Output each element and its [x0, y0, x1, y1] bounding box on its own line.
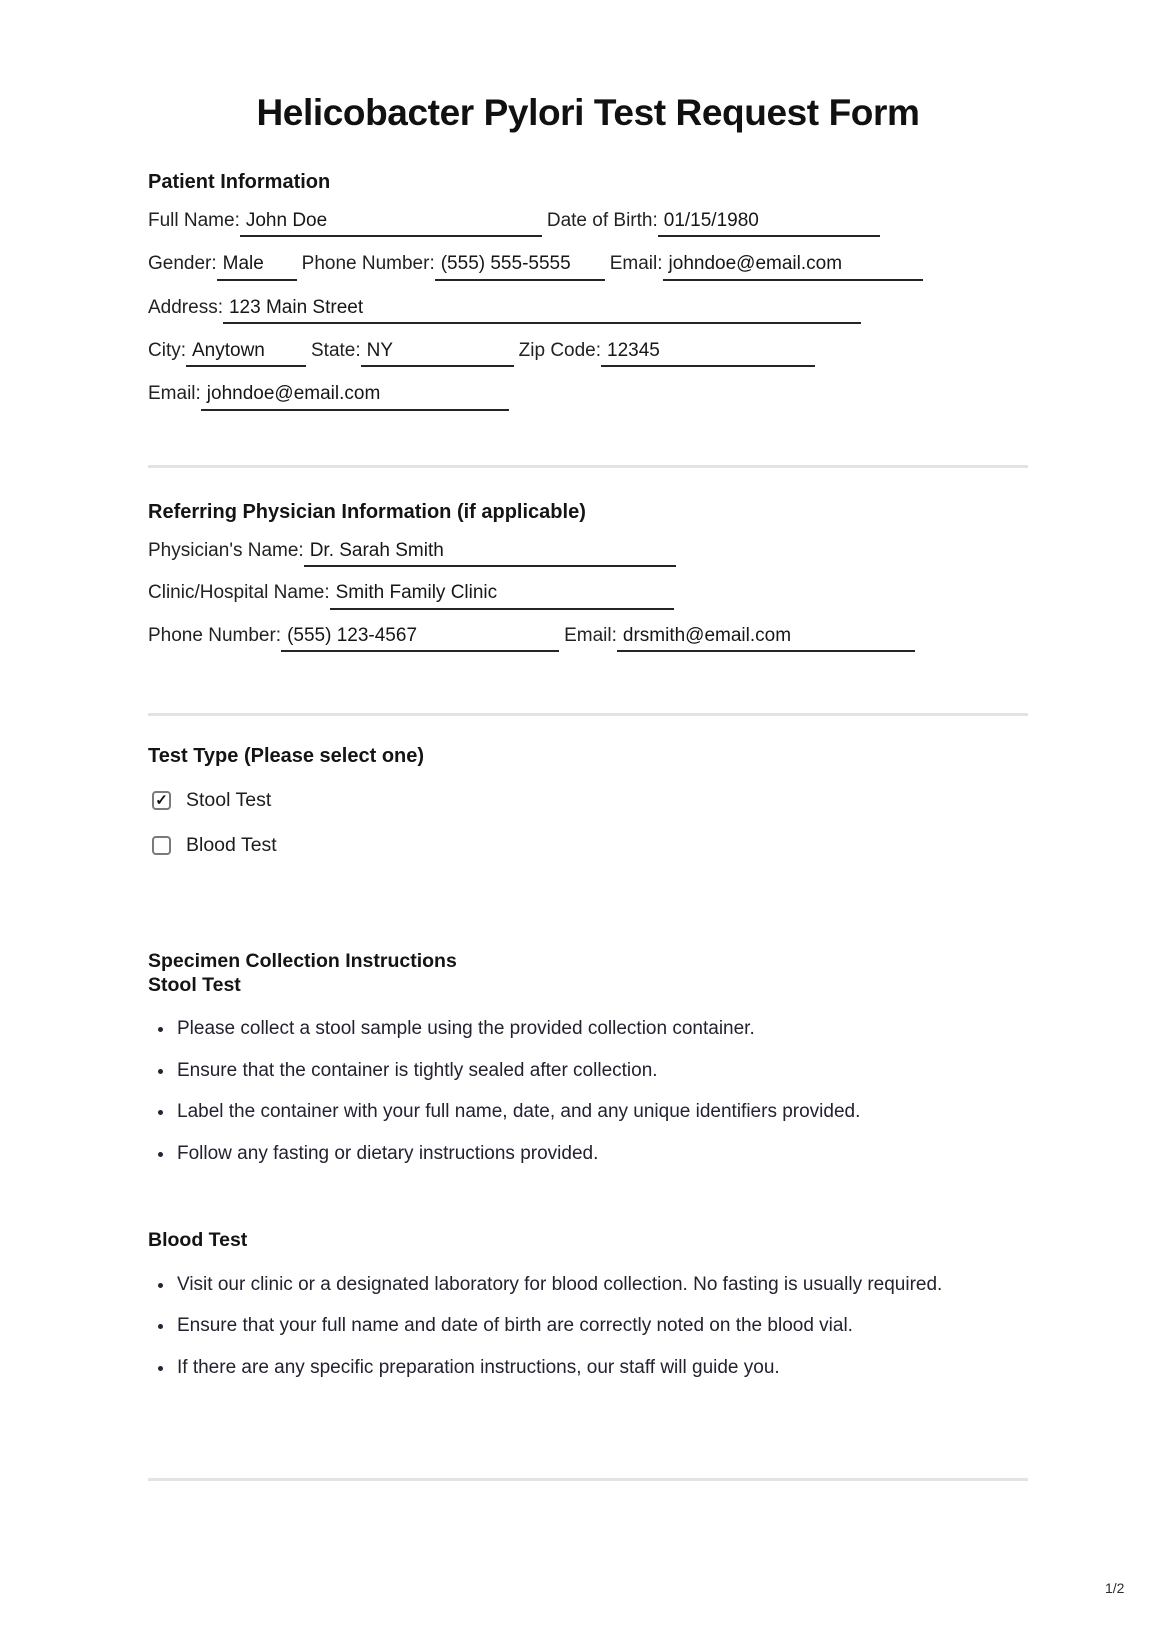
blood-instruction-text: If there are any specific preparation instructions, our staff will guide you. [177, 1357, 780, 1379]
test-option-blood [148, 834, 1028, 857]
address-label: Address: [148, 296, 223, 318]
bullet-dot [158, 1110, 163, 1115]
document-page [148, 0, 1028, 1481]
state-label: State: [311, 339, 361, 361]
physician-name-field[interactable]: Dr. Sarah Smith [304, 540, 676, 567]
full-name-label: Full Name: [148, 209, 240, 231]
gender-label: Gender: [148, 253, 217, 275]
physician-email-label: Email: [564, 624, 617, 646]
blood-test-option-label: Blood Test [186, 833, 277, 856]
stool-instruction-item [148, 1142, 1028, 1166]
patient-info-heading: Patient Information [148, 170, 331, 193]
bullet-dot [158, 1152, 163, 1157]
patient-row-3 [148, 297, 1028, 324]
blood-test-subheading: Blood Test [148, 1228, 248, 1251]
patient-row-1 [148, 210, 1028, 237]
dob-label: Date of Birth: [546, 209, 658, 231]
clinic-name-field[interactable]: Smith Family Clinic [330, 582, 674, 609]
stool-instruction-text: Label the container with your full name, date, and any unique identifiers provided. [177, 1100, 861, 1122]
checkbox-0[interactable]: ✓ [152, 791, 171, 810]
stool-instruction-item [148, 1100, 1028, 1124]
blood-instruction-text: Ensure that your full name and date of birth are correctly noted on the blood vial. [177, 1315, 853, 1337]
blood-instruction-item [148, 1356, 1028, 1380]
section-divider [148, 465, 1028, 468]
patient-row-4 [148, 340, 1028, 367]
phone-label: Phone Number: [301, 253, 435, 275]
dob-field[interactable]: 01/15/1980 [658, 210, 880, 237]
bullet-dot [158, 1027, 163, 1032]
blood-instruction-item [148, 1314, 1028, 1338]
physician-name-label: Physician's Name: [148, 539, 304, 561]
physician-row-1 [148, 540, 1028, 567]
blood-instruction-text: Visit our clinic or a designated laboratory for blood collection. No fasting is usually required. [177, 1274, 943, 1296]
patient-row-2 [148, 253, 1028, 280]
bullet-dot [158, 1366, 163, 1371]
blood-instruction-item [148, 1273, 1028, 1297]
stool-instruction-item [148, 1017, 1028, 1041]
clinic-name-label: Clinic/Hospital Name: [148, 582, 330, 604]
stool-instruction-text: Ensure that the container is tightly sealed after collection. [177, 1059, 658, 1081]
full-name-field[interactable]: John Doe [240, 210, 542, 237]
patient-row-5 [148, 383, 1028, 410]
physician-phone-label: Phone Number: [148, 624, 282, 646]
test-option-stool [148, 789, 1028, 812]
email2-field[interactable]: johndoe@email.com [201, 383, 509, 410]
stool-test-subheading: Stool Test [148, 973, 241, 996]
physician-row-2 [148, 582, 1028, 609]
physician-email-field[interactable]: drsmith@email.com [617, 625, 915, 652]
email-field[interactable]: johndoe@email.com [663, 253, 923, 280]
specimen-instructions-heading-block [148, 949, 1028, 997]
city-field[interactable]: Anytown [186, 340, 306, 367]
stool-instruction-text: Follow any fasting or dietary instructions provided. [177, 1142, 599, 1164]
email2-label: Email: [148, 383, 201, 405]
section-divider [148, 1478, 1028, 1481]
email-label: Email: [609, 253, 663, 275]
specimen-instructions-heading: Specimen Collection Instructions [148, 949, 457, 972]
bullet-dot [158, 1069, 163, 1074]
address-field[interactable]: 123 Main Street [223, 297, 861, 324]
stool-instruction-text: Please collect a stool sample using the provided collection container. [177, 1017, 755, 1039]
physician-phone-field[interactable]: (555) 123-4567 [281, 625, 559, 652]
form-title: Helicobacter Pylori Test Request Form [256, 92, 920, 133]
gender-field[interactable]: Male [217, 253, 297, 280]
section-divider [148, 713, 1028, 716]
state-field[interactable]: NY [361, 340, 514, 367]
city-label: City: [148, 339, 186, 361]
page-indicator: 1/2 [1105, 1580, 1125, 1596]
stool-instruction-item [148, 1059, 1028, 1083]
phone-field[interactable]: (555) 555-5555 [435, 253, 605, 280]
checkbox-1[interactable] [152, 836, 171, 855]
bullet-dot [158, 1283, 163, 1288]
zip-label: Zip Code: [518, 339, 602, 361]
test-type-heading: Test Type (Please select one) [148, 744, 425, 767]
stool-test-option-label: Stool Test [186, 788, 272, 811]
physician-info-heading: Referring Physician Information (if applicable) [148, 500, 586, 523]
physician-row-3 [148, 625, 1028, 652]
zip-field[interactable]: 12345 [601, 340, 815, 367]
bullet-dot [158, 1324, 163, 1329]
